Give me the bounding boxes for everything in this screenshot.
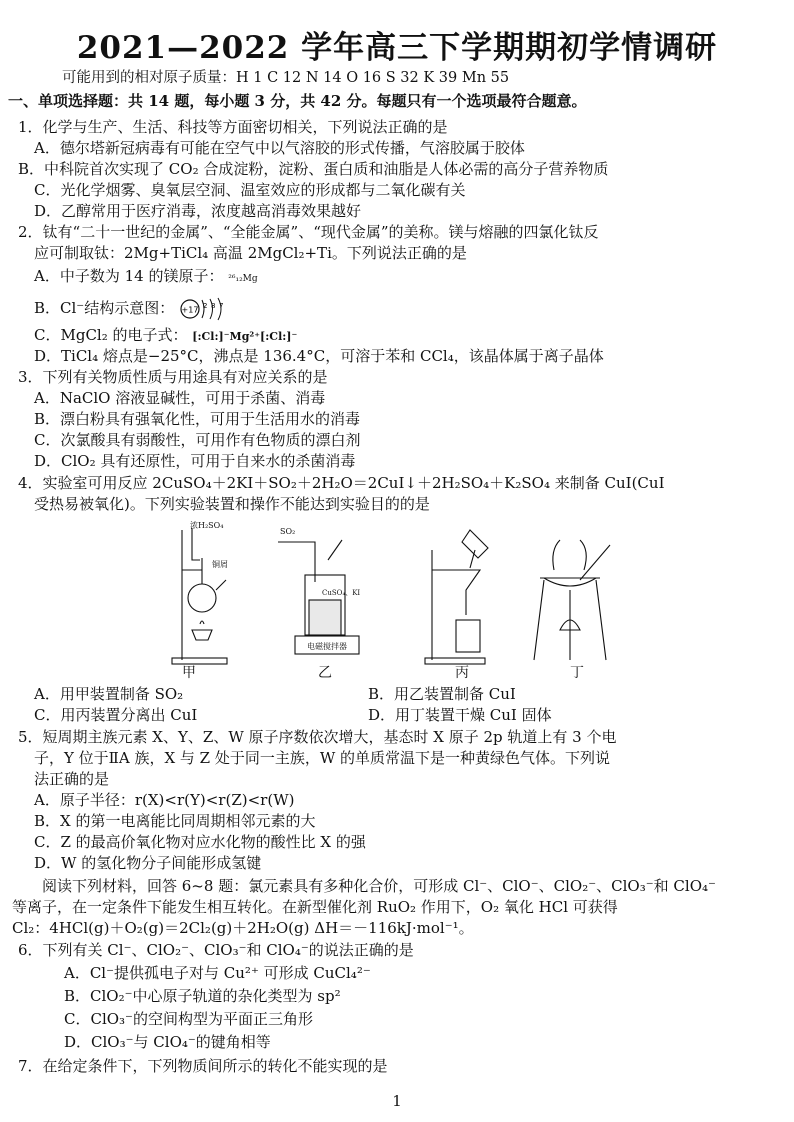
q3-stem: 3．下列有关物质性质与用途具有对应关系的是 [18, 368, 328, 386]
q5-option-d: D．W 的氢化物分子间能形成氢键 [34, 854, 262, 872]
q4-stem-1: 4．实验室可用反应 2CuSO₄＋2KI＋SO₂＋2H₂O＝2CuI↓＋2H₂SO₄＋K₂SO₄ 来制备 CuI(CuI [18, 474, 665, 492]
q2-option-a [34, 266, 258, 289]
svg-text:7: 7 [219, 302, 224, 310]
apparatus-yi [278, 527, 360, 654]
figure-label-yi: 乙 [318, 665, 332, 681]
apparatus-jia [172, 520, 228, 664]
mgcl2-electron-formula: [:Cl:]⁻Mg²⁺[:Cl:]⁻ [192, 330, 298, 343]
q1-option-d: D．乙醇常用于医疗消毒，浓度越高消毒效果越好 [34, 202, 362, 220]
q4-option-a: A．用甲装置制备 SO₂ [34, 685, 184, 703]
q2-option-b-text: B．Cl⁻结构示意图： [34, 299, 175, 317]
q5-stem-3: 法正确的是 [34, 770, 110, 788]
q6-stem: 6．下列有关 Cl⁻、ClO₂⁻、ClO₃⁻和 ClO₄⁻的说法正确的是 [18, 941, 414, 959]
q5-stem-2: 子，Y 位于ⅡA 族，X 与 Z 处于同一主族，W 的单质常温下是一种黄绿色气体。下列说 [34, 749, 611, 767]
svg-text:浓H₂SO₄: 浓H₂SO₄ [190, 521, 224, 530]
atomic-masses: 可能用到的相对原子质量：H 1 C 12 N 14 O 16 S 32 K 39 Mn 55 [62, 70, 510, 86]
q3-option-d: D．ClO₂ 具有还原性，可用于自来水的杀菌消毒 [34, 452, 356, 470]
reading-line-3: Cl₂：4HCl(g)＋O₂(g)＝2Cl₂(g)＋2H₂O(g) ΔH＝－116kJ·mol⁻¹。 [12, 919, 474, 937]
reading-line-1: 阅读下列材料，回答 6~8 题：氯元素具有多种化合价，可形成 Cl⁻、ClO⁻、ClO₂⁻、ClO₃⁻和 ClO₄⁻ [42, 877, 716, 895]
mg-isotope-symbol: ²⁶₁₂Mg [228, 274, 258, 284]
q2-option-a-text: A．中子数为 14 的镁原子： [34, 267, 224, 285]
q3-option-b: B．漂白粉具有强氧化性，可用于生活用水的消毒 [34, 410, 361, 428]
q2-option-c-text: C．MgCl₂ 的电子式： [34, 326, 188, 344]
q3-option-a: A．NaClO 溶液显碱性，可用于杀菌、消毒 [34, 389, 326, 407]
q6-option-a: A．Cl⁻提供孤电子对与 Cu²⁺ 可形成 CuCl₄²⁻ [64, 964, 371, 982]
q6-option-d: D．ClO₃⁻与 ClO₄⁻的键角相等 [64, 1033, 271, 1051]
q1-option-a: A．德尔塔新冠病毒有可能在空气中以气溶胶的形式传播，气溶胶属于胶体 [34, 139, 525, 157]
q5-stem-1: 5．短周期主族元素 X、Y、Z、W 原子序数依次增大，基态时 X 原子 2p 轨道上有 3 个电 [18, 728, 617, 746]
q2-option-b [34, 296, 229, 322]
cl-ion-structure-diagram [179, 296, 229, 322]
q1-option-c: C．光化学烟雾、臭氧层空洞、温室效应的形成都与二氧化碳有关 [34, 181, 466, 199]
apparatus-ding [534, 540, 610, 660]
q2-stem-2: 应可制取钛：2Mg+TiCl₄ 高温 2MgCl₂+Ti。下列说法正确的是 [34, 244, 467, 262]
q5-option-a: A．原子半径：r(X)<r(Y)<r(Z)<r(W) [34, 791, 295, 809]
q6-option-c: C．ClO₃⁻的空间构型为平面正三角形 [64, 1010, 313, 1028]
page-title: 2021—2022 学年高三下学期期初学情调研 [76, 30, 718, 66]
page-number: 1 [392, 1092, 402, 1110]
reading-line-2: 等离子，在一定条件下能发生相互转化。在新型催化剂 RuO₂ 作用下，O₂ 氧化 HCl 可获得 [12, 898, 618, 916]
apparatus-figures [170, 520, 620, 680]
q2-option-d: D．TiCl₄ 熔点是−25°C，沸点是 136.4°C，可溶于苯和 CCl₄，该晶体属于离子晶体 [34, 347, 604, 365]
q4-option-c: C．用丙装置分离出 CuI [34, 706, 198, 724]
svg-text:铜屑: 铜屑 [212, 560, 228, 569]
svg-text:2: 2 [203, 302, 208, 310]
section-heading: 一、单项选择题：共 14 题，每小题 3 分，共 42 分。每题只有一个选项最符合题意。 [8, 92, 587, 110]
q4-stem-2: 受热易被氧化)。下列实验装置和操作不能达到实验目的的是 [34, 495, 430, 513]
svg-text:8: 8 [211, 302, 216, 310]
figure-label-ding: 丁 [570, 665, 584, 681]
q5-option-b: B．X 的第一电离能比同周期相邻元素的大 [34, 812, 316, 830]
svg-text:SO₂: SO₂ [280, 527, 296, 536]
q7-stem: 7．在给定条件下，下列物质间所示的转化不能实现的是 [18, 1057, 388, 1075]
q1-option-b: B．中科院首次实现了 CO₂ 合成淀粉，淀粉、蛋白质和油脂是人体必需的高分子营养物质 [18, 160, 609, 178]
q4-option-b: B．用乙装置制备 CuI [368, 685, 516, 703]
figure-label-jia: 甲 [182, 665, 196, 681]
svg-text:+17: +17 [181, 305, 199, 315]
q6-option-b: B．ClO₂⁻中心原子轨道的杂化类型为 sp² [64, 987, 341, 1005]
q1-stem: 1．化学与生产、生活、科技等方面密切相关，下列说法正确的是 [18, 118, 448, 136]
q4-option-d: D．用丁装置干燥 CuI 固体 [368, 706, 552, 724]
q2-option-c [34, 325, 297, 347]
q2-stem-1: 2．钛有“二十一世纪的金属”、“全能金属”、“现代金属”的美称。镁与熔融的四氯化钛反 [18, 223, 599, 241]
svg-text:电磁搅拌器: 电磁搅拌器 [307, 642, 347, 651]
figure-label-bing: 丙 [455, 665, 469, 681]
q5-option-c: C．Z 的最高价氧化物对应水化物的酸性比 X 的强 [34, 833, 366, 851]
apparatus-bing [425, 530, 488, 664]
q3-option-c: C．次氯酸具有弱酸性，可用作有色物质的漂白剂 [34, 431, 361, 449]
svg-text:CuSO₄、KI: CuSO₄、KI [322, 589, 361, 597]
